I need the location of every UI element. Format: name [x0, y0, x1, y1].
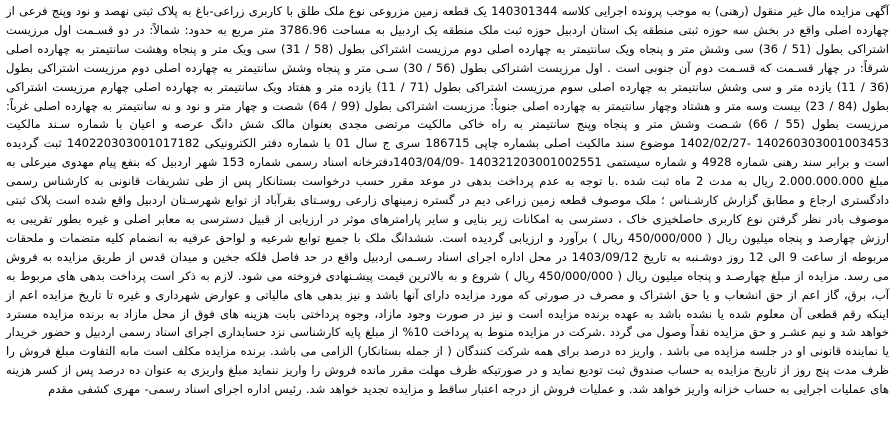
auction-notice-text: آگهی مزایده مال غیر منقول (رهنی) به موجب پرونده اجرایی کلاسه 140301344 یک قطعه زمین مزروعی نوع ملک طلق با کاربری زراعی-باغ به پلاک ثبتی نهصد و نود وپنج فرعی از چهارده اصلی واقع در بخش سه حوزه ثبتی منطقه یک استان اردبیل حوزه ثبت ملک منطقه یک اردبیل به مساحت 3786.96 متر مربع به حدود: شمالاً: در دو قسـمت اول مرزیست اشتراکی بطول (51 / 36) سی وشش متر و پنجاه ویک سانتیمتر به چهارده اصلی دوم مرزیست اشتراکی بطول (58 / 31) سی ویک متر و پنجاه وهشت سانتیمتر به چهارده اصلی شرقاً: در چهار قسـمت که قسـمت دوم آن جنوبی است . اول مرزیست اشتراکی بطول (56 / 30) سـی متر و پنجاه وشش سانتیمتر به چهارده اصلی دوم مرزیست اشتراکی بطول (36 / 11) یازده متر و سی وشش سانتیمتر به چهارده اصلی سوم مرزیست اشتراکی بطول (71 / 11) یازده متر و هفتاد ویک سانتیمتر به چهارده اصلی چهارم مرزیست اشتراکی بطول (84 / 23) بیست وسه متر و هشتاد وچهار سانتیمتر به چهارده اصلی جنوباً: مرزیست اشتراکی بطول (99 / 64) شصت و چهار متر و نود و نه سانتیمتر به چهارده اصلی غرباً: مرزیست بطول (55 / 66) شـصت وشش متر و پنجاه وپنج سانتیمتر به راه خاکی مالکیت مرتضی مجدی بعنوان مالک شش دانگ عرصه و اعیان با شماره سـند مالکیت 140260303001003453 -1402/02/27 موضوع سند مالکیت اصلی بشماره چاپی 186715 سری ج سال 01 با شماره دفتر الکترونیکی 140220303001017182 ثبت گردیده است و برابر سند رهنی شماره 4928 و شماره سیستمی 140321203001002551 -1403/04/09دفترخانه اسناد رسمی شماره 153 شهر اردبیل که بنفع پیام مهدوی میرعلی به مبلغ 2.000.000.000 ریال به مدت 2 ماه ثبت شده .با توجه به عدم پرداخت بدهی در موعد مقرر حسب درخواست بستانکار پس از طی تشریفات قانونی به کارشناس رسمی دادگستری ارجاع و مطابق گزارش کارشـناس ؛ ملک موصوف قطعه زمین زراعی دیم در گستره زمینهای زارعی روسـتای بقرآباد از توابع شهرسـتان اردبیل واقع شده است پلاک ثبتی موصوف بادر نظر گرفتن نوع کاربری حاصلخیزی خاک ، دسترسی به امکانات زیر بنایی و سایر پارامترهای موثر در ارزیابی از قبیل دسترسی به معابر اصلی و غیره بطور تقریبی به ارزش چهارصد و پنجاه میلیون ریال ( 450/000/000 ریال ) برآورد و ارزیابی گردیده است. ششدانگ ملک با جمیع توابع شرعیه و لواحق عرفیه به انضمام کلیه متضمات و ملحقات مربوطه از ساعت 9 الی 12 روز دوشـنبه به تاریخ 1403/09/12 در محل اداره اجرای اسناد رسـمی اردبیل واقع در حد فاصل فلکه جخین و میدان قدس از طریق مزایده به فروش می رسد. مزایده از مبلغ چهارصـد و پنجاه میلیون ریال ( 450/000/000 ریال ) شروع و به بالاترین قیمت پیشـنهادی فروخته می شود. لازم به ذکر است پرداخت بدهی های مربوط به آب، برق، گاز اعم از حق انشعاب و یا حق اشتراک و مصرف در صورتی که مورد مزایده دارای آنها باشد و نیز بدهی های مالیاتی و عوارض شهرداری و غیره تا تاریخ مزایده اعم از اینکه رقم قطعی آن معلوم شده یا نشده باشد به عهده برنده مزایده است و نیز در صورت وجود مازاد، وجوه پرداختی بابت هزینه های فوق از محل مازاد به برنده مزایده مسترد خواهد شد و نیم عشـر و حق مزایده نقداً وصول می گردد .شرکت در مزایده منوط به پرداخت 10% از مبلغ پایه کارشناسی نزد حسابداری اجرای اسناد رسمی اردبیل و حضور خریدار یا نماینده قانونی او در جلسه مزایده می باشد . واریز ده درصد برای همه شرکت کنندگان ( از جمله بستانکار) الزامی می باشد. برنده مزایده مکلف است مابه التفاوت مبلغ فروش را ظرف مدت پنج روز از تاریخ مزایده به حساب صندوق ثبت تودیع نماید و در صورتیکه ظرف مهلت مقرر مانده فروش را واریز ننماید مبلغ واریزی به عنوان ده درصد پس از کسر هزینه های عملیات اجرایی به حساب خزانه واریز خواهد شد. و عملیات فروش از درجه اعتبار ساقط و مزایده تجدید خواهد شد. رئیس اداره اجرای اسناد رسمی- مهری کشفی مقدم	[6, 4, 890, 397]
